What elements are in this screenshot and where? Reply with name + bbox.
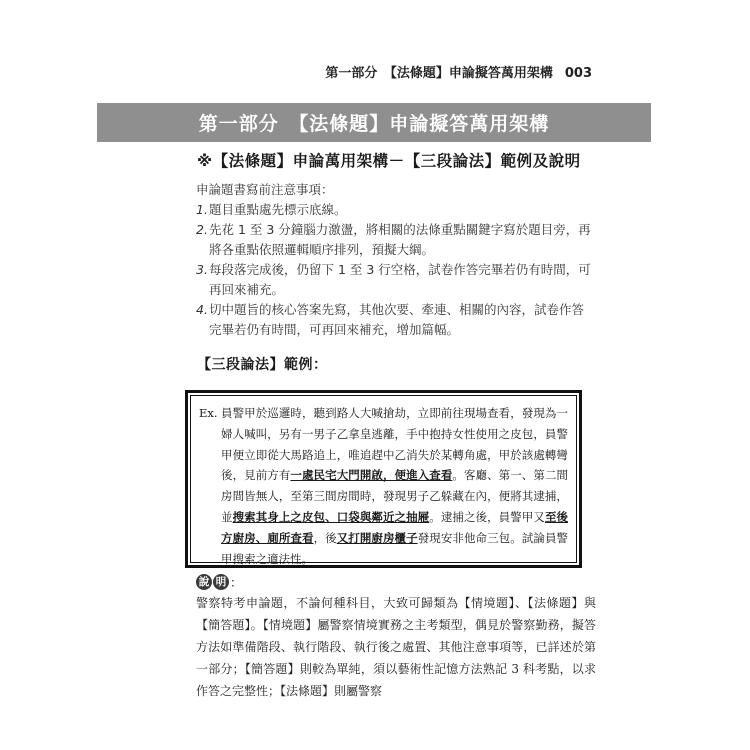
- notes-block: [196, 180, 596, 340]
- running-head: [325, 62, 592, 81]
- notes-intro: 申論題書寫前注意事項：: [196, 182, 334, 197]
- explanation-heading: [196, 573, 243, 591]
- notes-item-text: 切中題旨的核心答案先寫，其他次要、牽連、相關的內容，試卷作答完畢若仍有時間，可再回來補充，增加篇幅。: [209, 302, 585, 337]
- example-highlight: 搜索其身上之皮包、口袋與鄰近之抽屜: [232, 509, 430, 524]
- example-box: [185, 390, 582, 568]
- example-text: [190, 395, 577, 566]
- notes-item-number: 3.: [196, 262, 208, 277]
- notes-item: [196, 220, 596, 260]
- example-segment: ，後: [313, 530, 337, 545]
- example-segment: 員警甲於巡邏時，聽到路人大喊搶劫，立即前往現場查看，發現為一婦人喊叫，另有一男子乙拿皇逃離，手中抱持女性使用之皮包，員警甲便立即從大馬路追上，唯追趕中乙消失於某轉角處，甲於該處轉彎後，見前方有: [221, 406, 568, 483]
- notes-item-text: 先花 1 至 3 分鐘腦力激盪，將相關的法條重點關鍵字寫於題目旁，再將各重點依照邏輯順序排列，預擬大綱。: [209, 222, 591, 257]
- explanation-badge: 說: [196, 574, 212, 590]
- section-title: ※【法條題】申論萬用架構－【三段論法】範例及說明: [197, 152, 581, 170]
- example-segment: 發現安非他命三包。試論員警甲搜索之適法性。: [221, 530, 569, 566]
- example-heading: 【三段論法】範例：: [197, 357, 328, 373]
- example-highlight: 一處民宅大門開啟，便進入查看: [290, 468, 453, 483]
- example-segment: 。客廳、第一、第二間房間皆無人，至第三間房間時，發現男子乙躲藏在內，便將其逮捕，並: [221, 468, 569, 524]
- notes-item-number: 4.: [196, 302, 208, 317]
- explanation-colon: ：: [230, 575, 243, 590]
- notes-item-text: 題目重點處先標示底線。: [209, 202, 347, 217]
- page-number: 003: [564, 66, 592, 81]
- example-tag: Ex.: [199, 406, 218, 420]
- notes-list: [196, 200, 596, 340]
- notes-item: [196, 300, 596, 340]
- chapter-banner: [97, 103, 651, 142]
- notes-item-number: 1.: [196, 202, 208, 217]
- notes-item: [196, 200, 596, 220]
- example-highlight: 又打開廚房櫃子: [336, 530, 418, 545]
- explanation-body: 警察特考申論題，不論何種科目，大致可歸類為【情境題】、【法條題】與【簡答題】。【情境題】屬警察情境實務之主考類型，偶見於警察勤務，擬答方法如準備階段、執行階段、執行後之處置、其他注意事項等，已詳述於第一部分；【簡答題】則較為單純，須以藝術性記憶方法熟記 3 科考點，以求作答之完整性；【法條題】則屬警察: [196, 596, 596, 698]
- running-head-title: 第一部分 【法條題】申論擬答萬用架構: [325, 66, 553, 81]
- chapter-banner-title: 第一部分 【法條題】申論擬答萬用架構: [198, 113, 550, 135]
- example-segment: 。逮捕之後，員警甲又: [429, 509, 545, 524]
- notes-item: [196, 260, 596, 300]
- notes-item-text: 每段落完成後，仍留下 1 至 3 行空格，試卷作答完畢若仍有時間，可再回來補充。: [209, 262, 591, 297]
- notes-item-number: 2.: [196, 222, 208, 237]
- example-highlight: 至後方廚房、廁所查看: [221, 509, 569, 545]
- explanation-badge: 明: [213, 574, 229, 590]
